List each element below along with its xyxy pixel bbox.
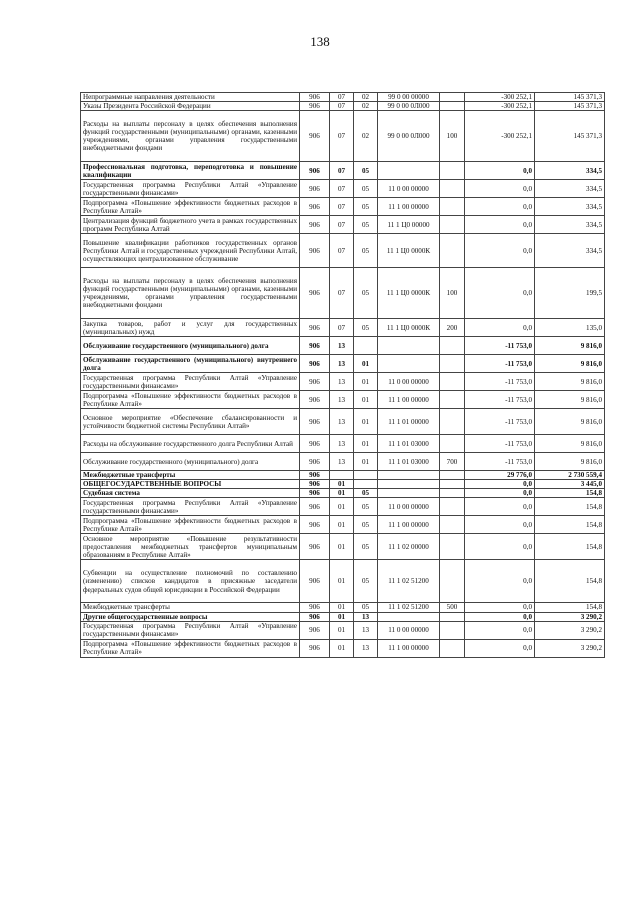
table-row xyxy=(81,319,605,337)
row-name: Судебная система xyxy=(81,489,300,498)
row-expense-type: 700 xyxy=(440,453,465,471)
row-amount-total: 334,5 xyxy=(535,198,605,216)
row-expense-type xyxy=(440,480,465,489)
row-code: 906 xyxy=(300,373,330,391)
row-amount-change: 0,0 xyxy=(465,516,535,534)
row-section: 07 xyxy=(330,268,354,319)
row-program-code: 11 1 Ц0 0000К xyxy=(378,319,440,337)
row-subsection: 05 xyxy=(354,603,378,612)
row-subsection xyxy=(354,337,378,355)
row-name: Обслуживание государственного (муниципального) долга xyxy=(81,337,300,355)
row-code: 906 xyxy=(300,355,330,373)
row-subsection: 13 xyxy=(354,639,378,657)
row-amount-total: 9 816,0 xyxy=(535,391,605,409)
row-amount-total: 154,8 xyxy=(535,534,605,560)
row-name: Подпрограмма «Повышение эффективности бюджетных расходов в Республике Алтай» xyxy=(81,391,300,409)
row-subsection: 05 xyxy=(354,489,378,498)
row-program-code: 11 1 02 51200 xyxy=(378,560,440,603)
row-expense-type xyxy=(440,498,465,516)
row-name: Другие общегосударственные вопросы xyxy=(81,612,300,621)
row-section: 01 xyxy=(330,621,354,639)
row-code: 906 xyxy=(300,498,330,516)
row-subsection: 05 xyxy=(354,234,378,268)
row-subsection xyxy=(354,480,378,489)
row-subsection: 01 xyxy=(354,453,378,471)
budget-table xyxy=(80,92,605,658)
row-program-code: 11 0 00 00000 xyxy=(378,621,440,639)
table-row xyxy=(81,560,605,603)
row-name: Обслуживание государственного (муниципального) внутреннего долга xyxy=(81,355,300,373)
row-name: Расходы на обслуживание государственного долга Республики Алтай xyxy=(81,435,300,453)
row-program-code xyxy=(378,162,440,180)
row-name: Обслуживание государственного (муниципального) долга xyxy=(81,453,300,471)
row-code: 906 xyxy=(300,162,330,180)
row-code: 906 xyxy=(300,639,330,657)
table-row xyxy=(81,162,605,180)
row-section: 13 xyxy=(330,453,354,471)
row-program-code: 99 0 00 0Л000 xyxy=(378,111,440,162)
row-amount-total: 154,8 xyxy=(535,560,605,603)
row-amount-change: 0,0 xyxy=(465,319,535,337)
row-name: Государственная программа Республики Алтай «Управление государственными финансами» xyxy=(81,373,300,391)
table-row xyxy=(81,337,605,355)
row-expense-type xyxy=(440,162,465,180)
table-row xyxy=(81,216,605,234)
row-name: Профессиональная подготовка, переподготовка и повышение квалификации xyxy=(81,162,300,180)
row-subsection: 05 xyxy=(354,198,378,216)
table-row xyxy=(81,612,605,621)
row-subsection: 05 xyxy=(354,268,378,319)
row-section: 07 xyxy=(330,162,354,180)
row-section: 07 xyxy=(330,102,354,111)
row-amount-change: 0,0 xyxy=(465,603,535,612)
row-amount-change: 0,0 xyxy=(465,534,535,560)
row-program-code: 11 1 00 00000 xyxy=(378,391,440,409)
row-section: 13 xyxy=(330,409,354,435)
row-name: Повышение квалификации работников государственных органов Республики Алтай и государственных учреждений Республики Алтай, осуществляющих централизованное обслуживание xyxy=(81,234,300,268)
row-expense-type xyxy=(440,102,465,111)
row-code: 906 xyxy=(300,453,330,471)
row-section: 01 xyxy=(330,516,354,534)
row-program-code: 11 1 Ц0 0000К xyxy=(378,234,440,268)
row-program-code: 99 0 00 00000 xyxy=(378,93,440,102)
row-section: 01 xyxy=(330,603,354,612)
row-amount-total: 199,5 xyxy=(535,268,605,319)
row-code: 906 xyxy=(300,391,330,409)
table-row xyxy=(81,534,605,560)
row-amount-total: 334,5 xyxy=(535,216,605,234)
row-amount-change: -11 753,0 xyxy=(465,409,535,435)
row-section: 07 xyxy=(330,198,354,216)
row-code: 906 xyxy=(300,216,330,234)
row-amount-change: -300 252,1 xyxy=(465,93,535,102)
row-code: 906 xyxy=(300,337,330,355)
row-code: 906 xyxy=(300,516,330,534)
row-amount-total: 2 730 559,4 xyxy=(535,471,605,480)
row-expense-type xyxy=(440,234,465,268)
table-row xyxy=(81,516,605,534)
table-row xyxy=(81,639,605,657)
row-name: Подпрограмма «Повышение эффективности бюджетных расходов в Республике Алтай» xyxy=(81,639,300,657)
row-amount-total: 154,8 xyxy=(535,603,605,612)
row-section: 01 xyxy=(330,612,354,621)
row-expense-type xyxy=(440,471,465,480)
row-expense-type xyxy=(440,489,465,498)
row-code: 906 xyxy=(300,268,330,319)
table-row xyxy=(81,198,605,216)
row-expense-type: 100 xyxy=(440,268,465,319)
row-amount-change: 0,0 xyxy=(465,489,535,498)
row-expense-type xyxy=(440,391,465,409)
row-name: Государственная программа Республики Алтай «Управление государственными финансами» xyxy=(81,621,300,639)
row-amount-total: 9 816,0 xyxy=(535,409,605,435)
row-program-code: 11 0 00 00000 xyxy=(378,498,440,516)
row-expense-type xyxy=(440,612,465,621)
row-amount-change: 0,0 xyxy=(465,480,535,489)
row-amount-change: -11 753,0 xyxy=(465,355,535,373)
row-expense-type xyxy=(440,337,465,355)
row-code: 906 xyxy=(300,480,330,489)
row-code: 906 xyxy=(300,621,330,639)
row-amount-change: 0,0 xyxy=(465,639,535,657)
table-row xyxy=(81,621,605,639)
row-amount-total: 135,0 xyxy=(535,319,605,337)
row-amount-total: 154,8 xyxy=(535,498,605,516)
row-expense-type xyxy=(440,621,465,639)
row-amount-total: 145 371,3 xyxy=(535,111,605,162)
page-number: 138 xyxy=(310,34,330,49)
row-amount-change: 0,0 xyxy=(465,268,535,319)
row-amount-change: -11 753,0 xyxy=(465,453,535,471)
row-code: 906 xyxy=(300,111,330,162)
row-expense-type xyxy=(440,180,465,198)
row-program-code: 11 0 00 00000 xyxy=(378,373,440,391)
row-expense-type xyxy=(440,93,465,102)
row-name: Государственная программа Республики Алтай «Управление государственными финансами» xyxy=(81,498,300,516)
row-program-code: 99 0 00 0Л000 xyxy=(378,102,440,111)
row-section: 01 xyxy=(330,534,354,560)
row-amount-total: 334,5 xyxy=(535,180,605,198)
row-amount-change: 29 776,0 xyxy=(465,471,535,480)
table-row xyxy=(81,180,605,198)
row-amount-total: 145 371,3 xyxy=(535,102,605,111)
row-section: 07 xyxy=(330,216,354,234)
row-subsection: 02 xyxy=(354,102,378,111)
row-expense-type xyxy=(440,639,465,657)
row-section: 01 xyxy=(330,480,354,489)
row-name: Указы Президента Российской Федерации xyxy=(81,102,300,111)
row-amount-change: 0,0 xyxy=(465,498,535,516)
row-code: 906 xyxy=(300,435,330,453)
row-code: 906 xyxy=(300,560,330,603)
row-section: 13 xyxy=(330,373,354,391)
row-code: 906 xyxy=(300,102,330,111)
row-amount-total: 9 816,0 xyxy=(535,435,605,453)
row-name: Субвенции на осуществление полномочий по составлению (изменению) списков кандидатов в присяжные заседатели федеральных судов общей юрисдикции в Российской Федерации xyxy=(81,560,300,603)
row-subsection: 05 xyxy=(354,534,378,560)
row-name: Подпрограмма «Повышение эффективности бюджетных расходов в Республике Алтай» xyxy=(81,198,300,216)
table-row xyxy=(81,373,605,391)
table-row xyxy=(81,268,605,319)
row-amount-total: 9 816,0 xyxy=(535,453,605,471)
row-expense-type xyxy=(440,198,465,216)
row-amount-change: -300 252,1 xyxy=(465,102,535,111)
row-section: 01 xyxy=(330,489,354,498)
row-subsection: 01 xyxy=(354,435,378,453)
row-amount-total: 334,5 xyxy=(535,234,605,268)
row-expense-type: 100 xyxy=(440,111,465,162)
row-program-code: 11 1 Ц0 0000К xyxy=(378,268,440,319)
table-row xyxy=(81,480,605,489)
row-amount-change: 0,0 xyxy=(465,560,535,603)
row-code: 906 xyxy=(300,234,330,268)
row-section: 01 xyxy=(330,498,354,516)
row-amount-change: -11 753,0 xyxy=(465,337,535,355)
table-row xyxy=(81,603,605,612)
row-subsection: 05 xyxy=(354,216,378,234)
row-program-code: 11 1 01 03000 xyxy=(378,435,440,453)
row-name: Основное мероприятие «Повышение результативности предоставления межбюджетных трансфертов муниципальным образованиям в Республике Алтай» xyxy=(81,534,300,560)
row-subsection: 01 xyxy=(354,409,378,435)
row-amount-change: -11 753,0 xyxy=(465,391,535,409)
row-subsection: 05 xyxy=(354,180,378,198)
row-section: 07 xyxy=(330,93,354,102)
row-name: Расходы на выплаты персоналу в целях обеспечения выполнения функций государственными (муниципальными) органами, казенными учреждениями, органами управления государственными внебюджетными фондами xyxy=(81,268,300,319)
table-row xyxy=(81,409,605,435)
row-amount-change: 0,0 xyxy=(465,216,535,234)
row-section: 07 xyxy=(330,180,354,198)
row-program-code xyxy=(378,355,440,373)
row-expense-type xyxy=(440,534,465,560)
row-expense-type xyxy=(440,516,465,534)
table-row xyxy=(81,234,605,268)
row-amount-total: 154,8 xyxy=(535,489,605,498)
table-row xyxy=(81,471,605,480)
row-amount-change: 0,0 xyxy=(465,621,535,639)
table-row xyxy=(81,355,605,373)
row-code: 906 xyxy=(300,198,330,216)
row-amount-change: -11 753,0 xyxy=(465,373,535,391)
row-amount-change: -300 252,1 xyxy=(465,111,535,162)
row-amount-change: -11 753,0 xyxy=(465,435,535,453)
row-amount-change: 0,0 xyxy=(465,234,535,268)
row-subsection: 05 xyxy=(354,162,378,180)
table-row xyxy=(81,498,605,516)
row-amount-total: 145 371,3 xyxy=(535,93,605,102)
row-section: 13 xyxy=(330,391,354,409)
row-amount-total: 9 816,0 xyxy=(535,373,605,391)
row-subsection: 13 xyxy=(354,612,378,621)
row-name: Непрограммные направления деятельности xyxy=(81,93,300,102)
row-section xyxy=(330,471,354,480)
row-code: 906 xyxy=(300,603,330,612)
row-expense-type xyxy=(440,355,465,373)
row-section: 13 xyxy=(330,355,354,373)
row-name: Межбюджетные трансферты xyxy=(81,603,300,612)
row-name: Основное мероприятие «Обеспечение сбалансированности и устойчивости бюджетной системы Республики Алтай» xyxy=(81,409,300,435)
row-section: 07 xyxy=(330,319,354,337)
row-amount-total: 334,5 xyxy=(535,162,605,180)
row-expense-type: 200 xyxy=(440,319,465,337)
row-expense-type xyxy=(440,560,465,603)
row-name: Межбюджетные трансферты xyxy=(81,471,300,480)
row-code: 906 xyxy=(300,319,330,337)
row-name: ОБЩЕГОСУДАРСТВЕННЫЕ ВОПРОСЫ xyxy=(81,480,300,489)
row-amount-change: 0,0 xyxy=(465,180,535,198)
table-row xyxy=(81,435,605,453)
row-subsection: 05 xyxy=(354,560,378,603)
row-subsection: 05 xyxy=(354,498,378,516)
table-row xyxy=(81,93,605,102)
row-program-code xyxy=(378,489,440,498)
row-section: 07 xyxy=(330,111,354,162)
row-subsection: 01 xyxy=(354,373,378,391)
row-program-code: 11 1 Ц0 00000 xyxy=(378,216,440,234)
row-subsection: 01 xyxy=(354,355,378,373)
row-expense-type xyxy=(440,216,465,234)
row-section: 13 xyxy=(330,435,354,453)
row-program-code xyxy=(378,471,440,480)
row-expense-type xyxy=(440,409,465,435)
row-name: Подпрограмма «Повышение эффективности бюджетных расходов в Республике Алтай» xyxy=(81,516,300,534)
table-row xyxy=(81,489,605,498)
row-expense-type: 500 xyxy=(440,603,465,612)
row-section: 13 xyxy=(330,337,354,355)
row-expense-type xyxy=(440,373,465,391)
row-program-code: 11 1 01 03000 xyxy=(378,453,440,471)
row-subsection: 13 xyxy=(354,621,378,639)
row-subsection: 01 xyxy=(354,391,378,409)
row-amount-total: 3 290,2 xyxy=(535,621,605,639)
row-code: 906 xyxy=(300,612,330,621)
row-amount-total: 9 816,0 xyxy=(535,337,605,355)
row-expense-type xyxy=(440,435,465,453)
row-name: Закупка товаров, работ и услуг для государственных (муниципальных) нужд xyxy=(81,319,300,337)
row-amount-total: 9 816,0 xyxy=(535,355,605,373)
table-row xyxy=(81,102,605,111)
row-code: 906 xyxy=(300,534,330,560)
row-section: 01 xyxy=(330,639,354,657)
table-row xyxy=(81,391,605,409)
row-program-code: 11 1 02 51200 xyxy=(378,603,440,612)
row-code: 906 xyxy=(300,180,330,198)
row-program-code xyxy=(378,480,440,489)
row-amount-total: 3 290,2 xyxy=(535,612,605,621)
row-program-code xyxy=(378,337,440,355)
row-section: 07 xyxy=(330,234,354,268)
row-amount-change: 0,0 xyxy=(465,198,535,216)
row-name: Централизация функций бюджетного учета в рамках государственных программ Республика Алтай xyxy=(81,216,300,234)
table-row xyxy=(81,453,605,471)
row-program-code: 11 1 00 00000 xyxy=(378,516,440,534)
row-amount-total: 154,8 xyxy=(535,516,605,534)
row-subsection: 05 xyxy=(354,516,378,534)
row-amount-total: 3 445,0 xyxy=(535,480,605,489)
row-program-code: 11 1 00 00000 xyxy=(378,639,440,657)
row-amount-change: 0,0 xyxy=(465,612,535,621)
row-name: Расходы на выплаты персоналу в целях обеспечения выполнения функций государственными (муниципальными) органами, казенными учреждениями, органами управления государственными внебюджетными фондами xyxy=(81,111,300,162)
row-code: 906 xyxy=(300,471,330,480)
row-code: 906 xyxy=(300,489,330,498)
row-name: Государственная программа Республики Алтай «Управление государственными финансами» xyxy=(81,180,300,198)
row-subsection: 02 xyxy=(354,111,378,162)
row-subsection xyxy=(354,471,378,480)
row-section: 01 xyxy=(330,560,354,603)
row-amount-change: 0,0 xyxy=(465,162,535,180)
row-program-code: 11 1 01 00000 xyxy=(378,409,440,435)
row-code: 906 xyxy=(300,409,330,435)
row-program-code xyxy=(378,612,440,621)
row-subsection: 02 xyxy=(354,93,378,102)
row-amount-total: 3 290,2 xyxy=(535,639,605,657)
row-program-code: 11 1 02 00000 xyxy=(378,534,440,560)
row-program-code: 11 0 00 00000 xyxy=(378,180,440,198)
table-row xyxy=(81,111,605,162)
row-program-code: 11 1 00 00000 xyxy=(378,198,440,216)
row-code: 906 xyxy=(300,93,330,102)
row-subsection: 05 xyxy=(354,319,378,337)
